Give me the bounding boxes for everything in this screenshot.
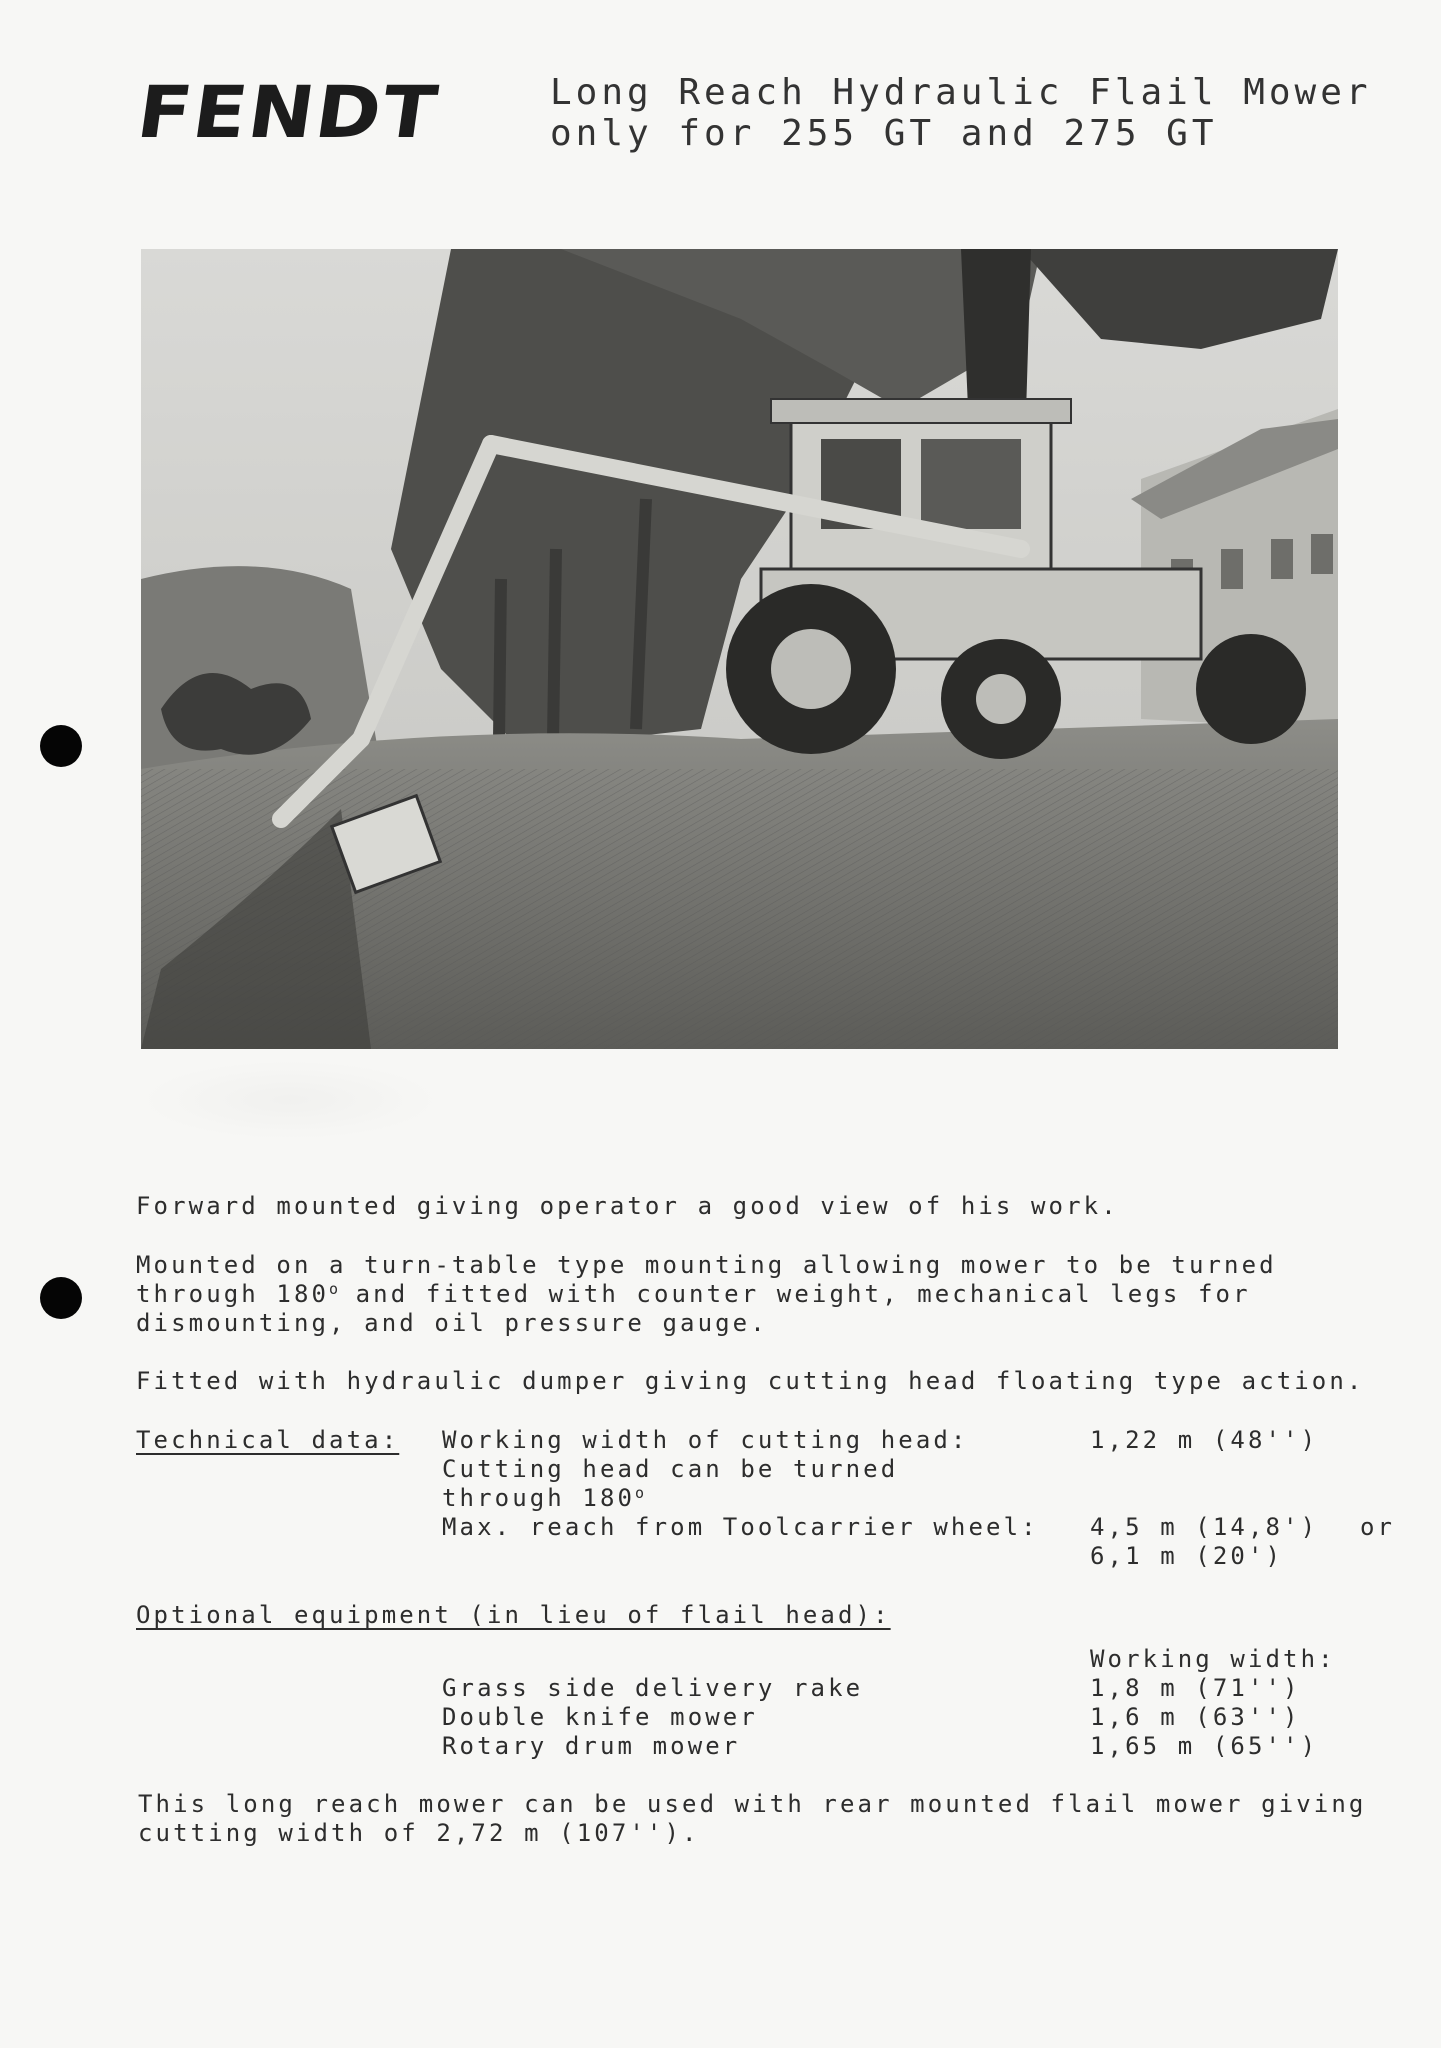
tech-row-max-reach-value-2: 6,1 m (20') bbox=[1090, 1542, 1284, 1570]
technical-data-heading: Technical data: bbox=[136, 1426, 400, 1454]
paragraph-forward-mounted: Forward mounted giving operator a good view of his work. bbox=[136, 1192, 1119, 1220]
tractor-photo bbox=[141, 249, 1338, 1049]
footer-note-line-1: This long reach mower can be used with rear mounted flail mower giving bbox=[138, 1790, 1367, 1818]
optional-working-width-heading: Working width: bbox=[1090, 1645, 1336, 1673]
tech-row-max-reach-value-1: 4,5 m (14,8') bbox=[1090, 1513, 1319, 1541]
scan-smudge bbox=[140, 1060, 440, 1140]
optional-item-width: 1,6 m (63'') bbox=[1090, 1703, 1301, 1731]
fendt-logo: FENDT bbox=[132, 71, 444, 155]
optional-item-name: Double knife mower bbox=[442, 1703, 758, 1731]
tech-row-turn-label-line-1: Cutting head can be turned bbox=[442, 1455, 899, 1483]
title-line-2: only for 255 GT and 275 GT bbox=[550, 113, 1218, 154]
tech-through-180: through 180 bbox=[442, 1484, 636, 1512]
optional-item-name: Rotary drum mower bbox=[442, 1732, 741, 1760]
turntable-line-2-rest: and fitted with counter weight, mechanical legs for bbox=[338, 1280, 1251, 1308]
binder-hole-1 bbox=[40, 725, 82, 767]
tech-row-turn-label-line-2 bbox=[442, 1484, 644, 1513]
tractor-photo-illustration bbox=[141, 249, 1338, 1049]
tech-row-max-reach-label: Max. reach from Toolcarrier wheel: bbox=[442, 1513, 1039, 1541]
tech-degree-mark: o bbox=[635, 1484, 645, 1502]
paragraph-turntable-line-1: Mounted on a turn-table type mounting allowing mower to be turned bbox=[136, 1251, 1277, 1279]
binder-hole-2 bbox=[40, 1277, 82, 1319]
tech-row-working-width-value: 1,22 m (48'') bbox=[1090, 1426, 1319, 1454]
optional-item-width: 1,8 m (71'') bbox=[1090, 1674, 1301, 1702]
optional-equipment-heading: Optional equipment (in lieu of flail head): bbox=[136, 1601, 891, 1629]
optional-item-width: 1,65 m (65'') bbox=[1090, 1732, 1319, 1760]
tech-row-max-reach-or: or bbox=[1360, 1513, 1396, 1541]
through-180-text: through 180 bbox=[136, 1280, 330, 1308]
optional-item-name: Grass side delivery rake bbox=[442, 1674, 864, 1702]
tech-row-working-width-label: Working width of cutting head: bbox=[442, 1426, 969, 1454]
degree-mark: o bbox=[329, 1280, 339, 1298]
footer-note-line-2: cutting width of 2,72 m (107''). bbox=[138, 1819, 700, 1847]
paragraph-turntable-line-2 bbox=[136, 1280, 1251, 1309]
paragraph-hydraulic-dumper: Fitted with hydraulic dumper giving cutting head floating type action. bbox=[136, 1367, 1365, 1395]
title-line-1: Long Reach Hydraulic Flail Mower bbox=[550, 72, 1372, 113]
page-title bbox=[550, 72, 1372, 154]
paragraph-turntable-line-3: dismounting, and oil pressure gauge. bbox=[136, 1309, 768, 1337]
